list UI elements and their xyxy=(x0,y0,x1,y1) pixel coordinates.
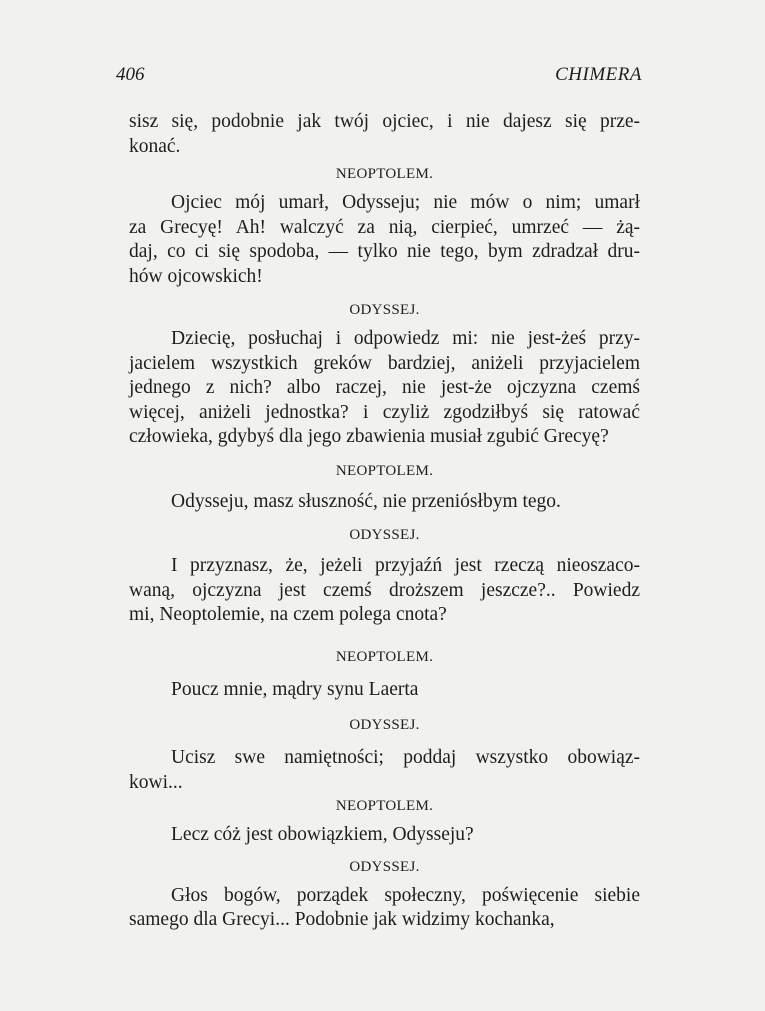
page-header xyxy=(116,64,644,94)
speaker-name: NEOPTOLEM. xyxy=(335,648,434,665)
paragraph xyxy=(129,746,640,795)
text-line: jednego z nich? albo raczej, nie jest-że ojczyzna czemś xyxy=(129,377,640,398)
paragraph xyxy=(129,110,640,159)
text-line: Odysseju, masz słuszność, nie przeniósłbym tego. xyxy=(171,490,561,512)
paragraph xyxy=(129,490,640,515)
text-line: Ucisz swe namiętności; poddaj wszystko obowiąz- xyxy=(171,747,640,768)
speaker-name: ODYSSEJ. xyxy=(349,527,420,543)
text-line: Lecz cóż jest obowiązkiem, Odysseju? xyxy=(171,824,474,845)
speaker-name: NEOPTOLEM. xyxy=(335,166,434,182)
text-line: więcej, aniżeli jednostka? i czyliż zgodziłbyś się ratować xyxy=(129,401,640,423)
text-line: I przyznasz, że, jeżeli przyjaźń jest rzeczą nieoszaco- xyxy=(171,555,640,576)
text-line: hów ojcowskich! xyxy=(129,265,263,287)
text-line: człowieka, gdybyś dla jego zbawienia musiał zgubić Grecyę? xyxy=(129,426,609,447)
speaker-name: ODYSSEJ. xyxy=(349,717,420,733)
page-number: 406 xyxy=(116,64,145,85)
speaker-name: NEOPTOLEM. xyxy=(335,462,434,479)
speaker-name: NEOPTOLEM. xyxy=(335,798,434,814)
text-line: Poucz mnie, mądry synu Laerta xyxy=(171,678,419,700)
text-line: mi, Neoptolemie, na czem polega cnota? xyxy=(129,604,447,625)
speaker-name: ODYSSEJ. xyxy=(349,858,420,875)
text-line: daj, co ci się spodoba, — tylko nie tego, bym zdradzał dru- xyxy=(129,241,640,262)
paragraph xyxy=(129,678,640,703)
paragraph xyxy=(129,823,640,848)
text-line: konać. xyxy=(129,135,181,157)
text-line: za Grecyę! Ah! walczyć za nią, cierpieć, umrzeć — żą- xyxy=(129,216,640,238)
text-line: samego dla Grecyi... Podobnie jak widzimy kochanka, xyxy=(129,909,555,930)
text-line: jacielem wszystkich greków bardziej, aniżeli przyjacielem xyxy=(129,352,640,374)
paragraph xyxy=(129,554,640,628)
text-line: Ojciec mój umarł, Odysseju; nie mów o nim; umarł xyxy=(171,192,640,213)
text-line: sisz się, podobnie jak twój ojciec, i nie dajesz się prze- xyxy=(129,111,640,132)
paragraph xyxy=(129,191,640,289)
text-line: Dziecię, posłuchaj i odpowiedz mi: nie jest-żeś przy- xyxy=(171,328,640,349)
text-line: waną, ojczyzna jest czemś droższem jeszcze?.. Powiedz xyxy=(129,579,640,601)
paragraph xyxy=(129,884,640,933)
speaker-name: ODYSSEJ. xyxy=(349,302,420,318)
text-line: Głos bogów, porządek społeczny, poświęcenie siebie xyxy=(171,884,640,906)
running-title: CHIMERA xyxy=(555,64,642,85)
body-text xyxy=(129,110,640,933)
text-line: kowi... xyxy=(129,771,183,793)
paragraph xyxy=(129,327,640,450)
